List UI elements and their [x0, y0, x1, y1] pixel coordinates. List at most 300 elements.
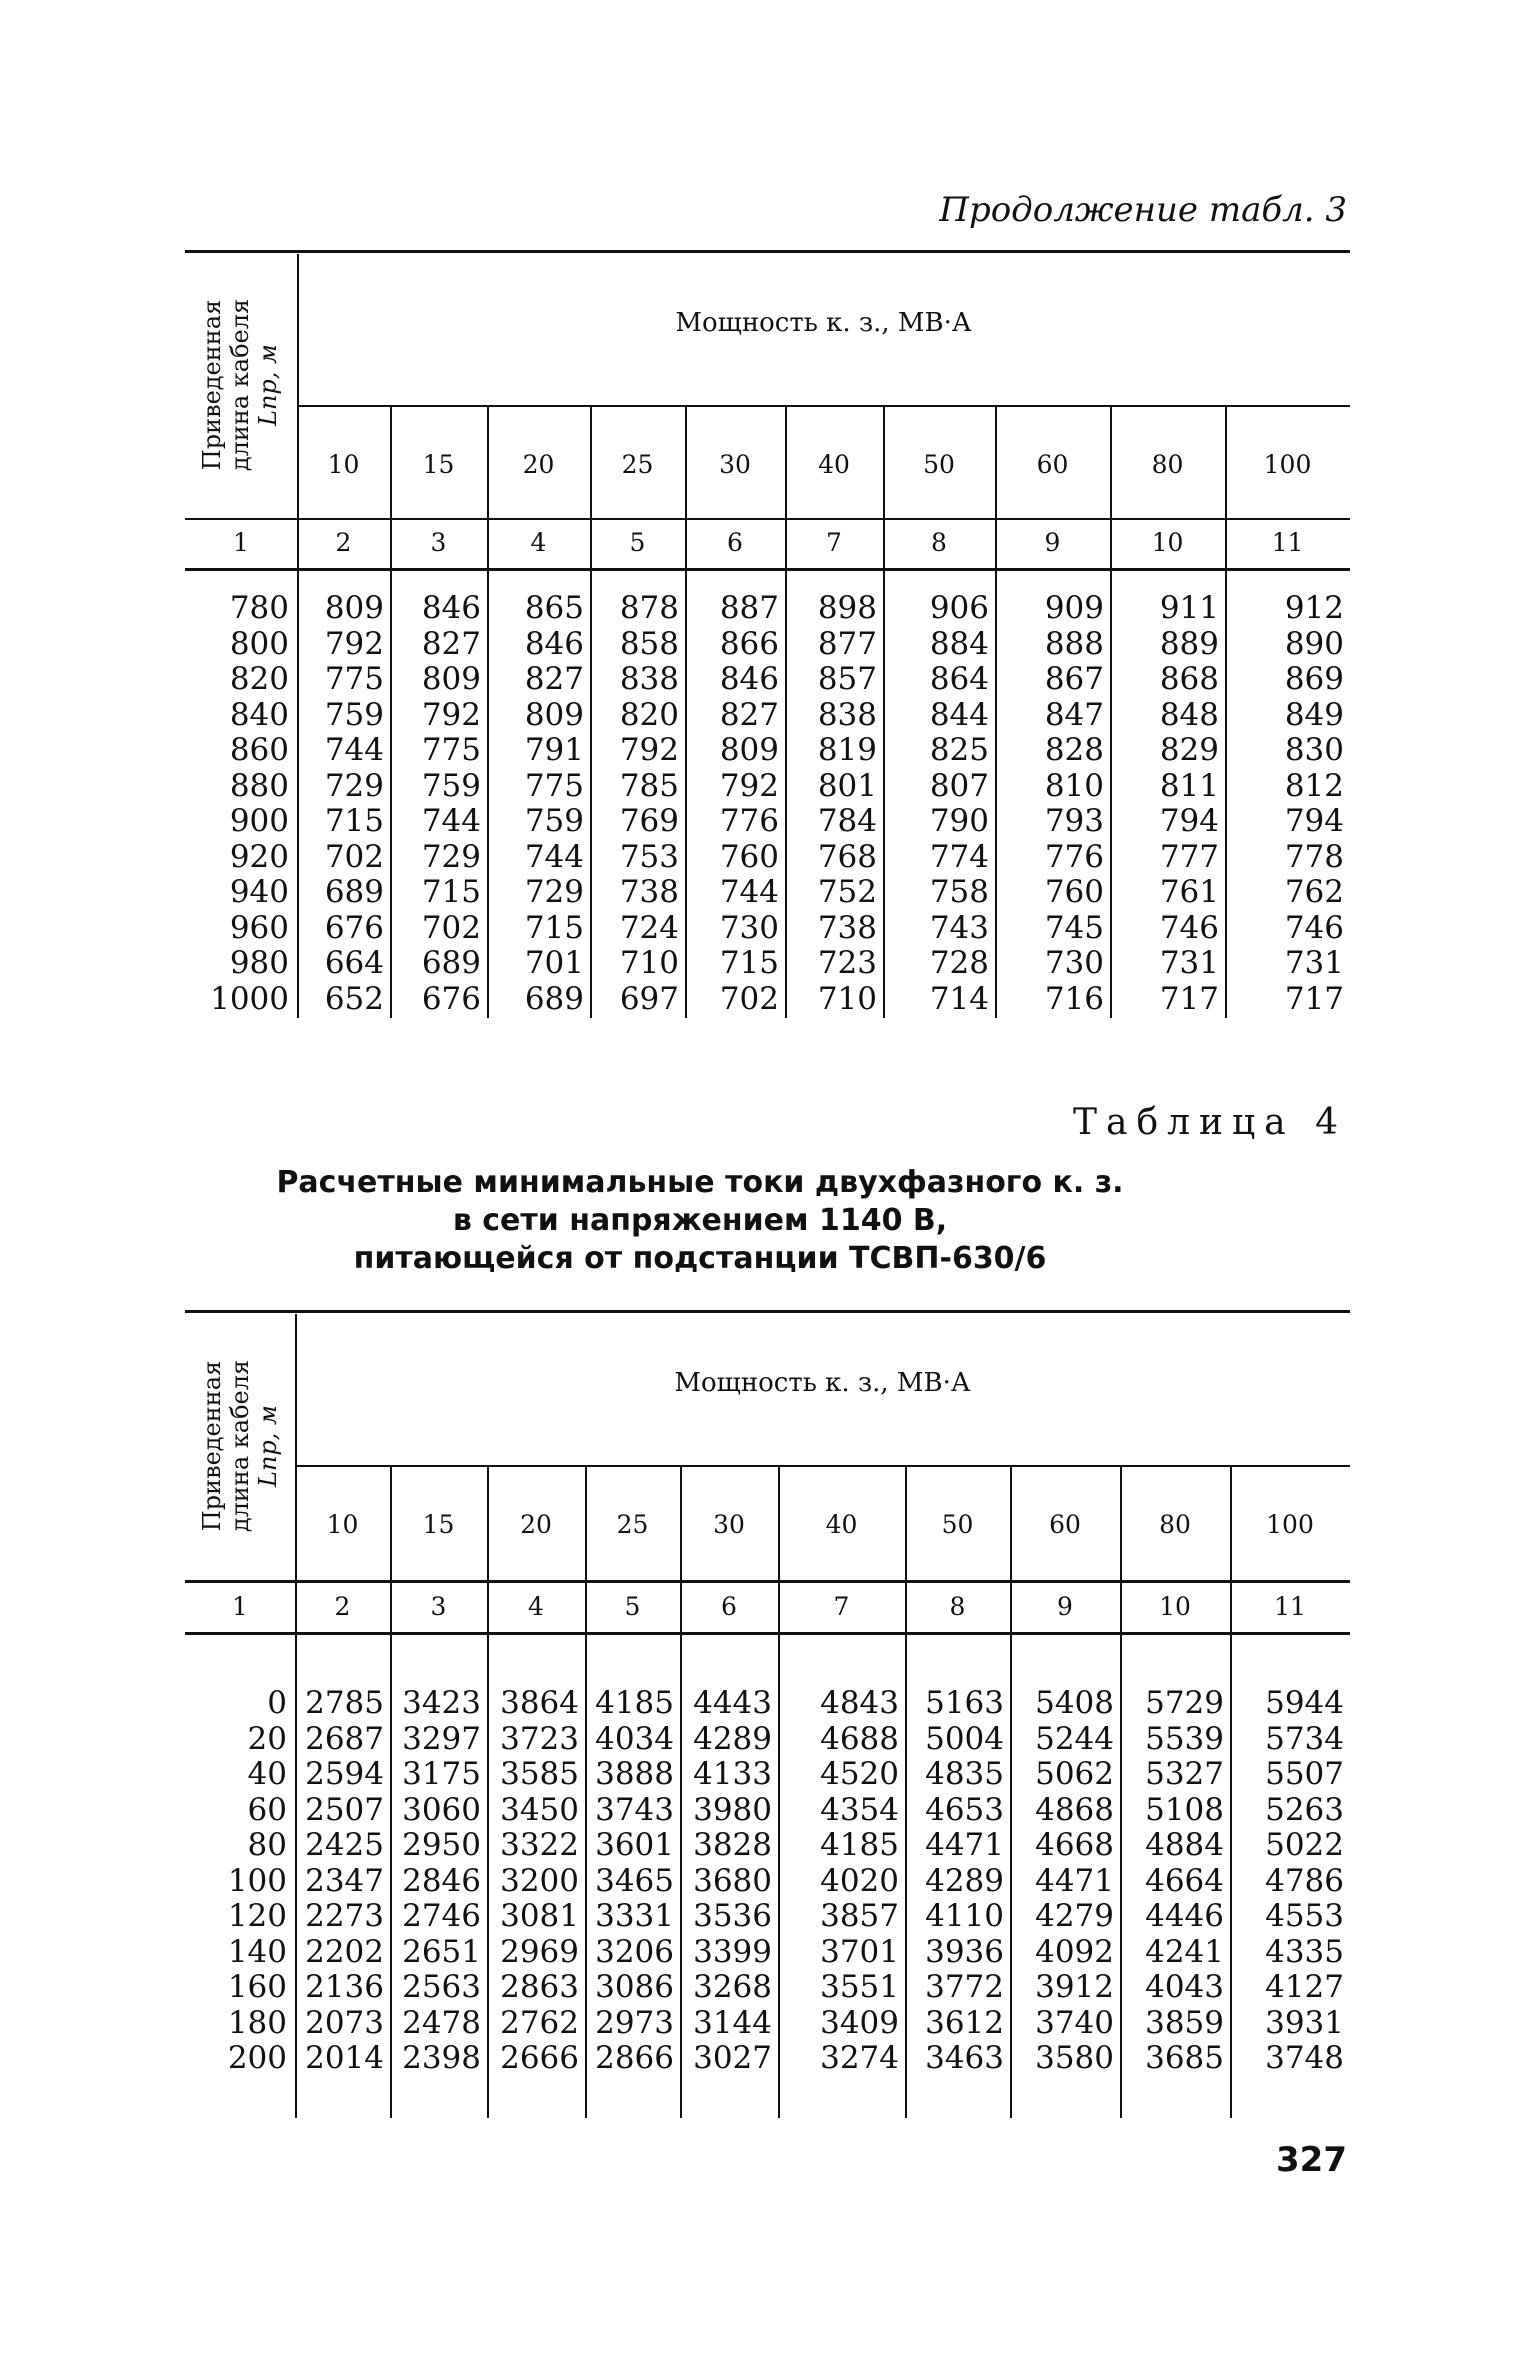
table-cell: 689 — [524, 980, 584, 1017]
table-cell: 716 — [1044, 980, 1104, 1017]
table-cell: 844 — [929, 696, 989, 733]
length-value: 80 — [247, 1827, 287, 1863]
row-header-line-3: Lпр, м — [254, 344, 282, 426]
column-number: 11 — [1274, 1592, 1306, 1621]
table-cell: 2398 — [402, 2040, 481, 2076]
table-cell: 2762 — [500, 2004, 579, 2041]
table-cell: 858 — [619, 625, 679, 662]
table-cell: 2073 — [305, 2004, 384, 2041]
table-cell: 730 — [1044, 945, 1104, 981]
table-cell: 5539 — [1145, 1720, 1224, 1757]
table-cell: 819 — [817, 732, 877, 768]
table-cell: 4127 — [1265, 1969, 1344, 2005]
row-header-cell — [185, 254, 295, 516]
table-cell: 884 — [929, 625, 989, 662]
length-value: 40 — [247, 1756, 287, 1792]
table-cell: 3723 — [500, 1720, 579, 1757]
table-cell: 724 — [619, 909, 679, 946]
table-cell: 697 — [619, 980, 679, 1017]
power-value: 20 — [520, 1510, 552, 1539]
table-cell: 809 — [324, 590, 384, 626]
table-cell: 866 — [719, 625, 779, 662]
caption-line-1: Расчетные минимальные токи двухфазного к. з. — [276, 1165, 1124, 1200]
table-cell: 4241 — [1145, 1933, 1224, 1970]
table-cell: 909 — [1044, 590, 1104, 626]
table-cell: 3423 — [402, 1685, 481, 1721]
table-cell: 878 — [619, 590, 679, 626]
table-cell: 828 — [1044, 732, 1104, 768]
table-cell: 4092 — [1035, 1933, 1114, 1970]
table-cell: 792 — [324, 625, 384, 662]
length-value: 960 — [229, 909, 289, 946]
length-value: 100 — [227, 1862, 287, 1899]
row-header-text — [198, 299, 282, 471]
table-cell: 5108 — [1145, 1791, 1224, 1828]
table-cell: 3772 — [925, 1969, 1004, 2005]
table-cell: 715 — [524, 909, 584, 946]
table-cell: 849 — [1284, 696, 1344, 733]
table-cell: 717 — [1159, 980, 1219, 1017]
table-cell: 3060 — [402, 1791, 481, 1828]
column-number: 1 — [233, 528, 249, 557]
table-cell: 4043 — [1145, 1969, 1224, 2005]
table-cell: 775 — [421, 732, 481, 768]
table-cell: 768 — [817, 838, 877, 875]
length-value: 900 — [229, 803, 289, 839]
table-cell: 4786 — [1265, 1862, 1344, 1899]
table-cell: 794 — [1159, 803, 1219, 839]
table-cell: 794 — [1284, 803, 1344, 839]
colnum-rule — [185, 1632, 1350, 1635]
table-cell: 702 — [421, 909, 481, 946]
table-cell: 776 — [719, 803, 779, 839]
power-value: 60 — [1036, 450, 1069, 479]
table-cell: 775 — [524, 767, 584, 804]
table-cell: 820 — [619, 696, 679, 733]
table-cell: 5944 — [1265, 1685, 1344, 1721]
column-number: 6 — [721, 1592, 737, 1621]
table-cell: 888 — [1044, 625, 1104, 662]
table-cell: 5408 — [1035, 1685, 1114, 1721]
table-cell: 759 — [524, 803, 584, 839]
table-cell: 3888 — [595, 1756, 674, 1792]
table-cell: 812 — [1284, 767, 1344, 804]
table-cell: 906 — [929, 590, 989, 626]
table-cell: 4289 — [925, 1862, 1004, 1899]
table-cell: 2785 — [305, 1685, 384, 1721]
table-cell: 810 — [1044, 767, 1104, 804]
table-cell: 744 — [524, 838, 584, 875]
length-value: 840 — [229, 696, 289, 733]
power-value: 50 — [941, 1510, 974, 1539]
table-cell: 3828 — [693, 1827, 772, 1863]
table-4-label: Таблица 4 — [1073, 1102, 1347, 1143]
table-cell: 761 — [1159, 874, 1219, 910]
table-cell: 2136 — [305, 1969, 384, 2005]
table-cell: 752 — [817, 874, 877, 910]
table-cell: 809 — [524, 696, 584, 733]
table-cell: 2973 — [595, 2004, 674, 2041]
table-cell: 4835 — [925, 1756, 1004, 1792]
column-number: 10 — [1159, 1592, 1191, 1621]
table-cell: 775 — [324, 661, 384, 697]
table-cell: 4185 — [820, 1827, 899, 1863]
table-cell: 869 — [1284, 661, 1344, 697]
table-cell: 2202 — [305, 1933, 384, 1970]
table-cell: 887 — [719, 590, 779, 626]
table-cell: 762 — [1284, 874, 1344, 910]
table-cell: 4884 — [1145, 1827, 1224, 1863]
column-number: 5 — [624, 1592, 641, 1621]
table-4-caption — [250, 1164, 1150, 1278]
table-cell: 676 — [421, 980, 481, 1017]
table-cell: 2478 — [402, 2004, 481, 2041]
table-cell: 729 — [421, 838, 481, 875]
table-cell: 2666 — [500, 2040, 579, 2076]
row-header-line-3: Lпр, м — [254, 1405, 282, 1487]
table-cell: 723 — [817, 945, 877, 981]
length-value: 820 — [229, 661, 289, 697]
table-cell: 758 — [929, 874, 989, 910]
continuation-title: Продолжение табл. 3 — [939, 190, 1347, 230]
table-cell: 753 — [619, 838, 679, 875]
length-value: 180 — [227, 2004, 287, 2041]
length-value: 120 — [227, 1898, 287, 1934]
table-cell: 3580 — [1035, 2040, 1114, 2076]
table-cell: 5507 — [1265, 1756, 1344, 1792]
table-cell: 746 — [1284, 909, 1344, 946]
power-value: 40 — [825, 1510, 858, 1539]
table-cell: 846 — [524, 625, 584, 662]
table-cell: 3857 — [820, 1898, 899, 1934]
power-value: 100 — [1263, 450, 1312, 479]
table-cell: 710 — [817, 980, 877, 1017]
table-cell: 728 — [929, 945, 989, 981]
table-cell: 3748 — [1265, 2040, 1344, 2076]
table-cell: 2507 — [305, 1791, 384, 1828]
table-cell: 745 — [1044, 909, 1104, 946]
row-header-line-1: Приведенная — [198, 1360, 226, 1532]
table-cell: 3612 — [925, 2004, 1004, 2041]
table-cell: 838 — [619, 661, 679, 697]
column-number: 7 — [826, 528, 842, 557]
table-cell: 4553 — [1265, 1898, 1344, 1934]
table-cell: 838 — [817, 696, 877, 733]
table-cell: 5327 — [1145, 1756, 1224, 1792]
table-cell: 3936 — [925, 1933, 1004, 1970]
table-cell: 5729 — [1145, 1685, 1224, 1721]
table-cell: 3274 — [820, 2040, 899, 2076]
table-cell: 792 — [719, 767, 779, 804]
table-cell: 3081 — [500, 1898, 579, 1934]
power-value: 80 — [1159, 1510, 1191, 1539]
table-cell: 778 — [1284, 838, 1344, 875]
length-value: 0 — [267, 1685, 287, 1721]
table-cell: 5263 — [1265, 1791, 1344, 1828]
length-value: 860 — [229, 732, 289, 768]
caption-line-3: питающейся от подстанции ТСВП-630/6 — [353, 1241, 1047, 1276]
table-cell: 864 — [929, 661, 989, 697]
table-cell: 4034 — [595, 1720, 674, 1757]
table-cell: 676 — [324, 909, 384, 946]
table-cell: 3536 — [693, 1898, 772, 1934]
table-cell: 911 — [1159, 590, 1219, 626]
table-cell: 4843 — [820, 1685, 899, 1721]
table-cell: 744 — [324, 732, 384, 768]
table-cell: 868 — [1159, 661, 1219, 697]
table-cell: 790 — [929, 803, 989, 839]
table-cell: 3409 — [820, 2004, 899, 2041]
table-cell: 760 — [719, 838, 779, 875]
colnum-rule — [185, 568, 1350, 571]
table-cell: 3680 — [693, 1862, 772, 1899]
table-cell: 4446 — [1145, 1898, 1224, 1934]
table-cell: 827 — [421, 625, 481, 662]
table-cell: 3450 — [500, 1791, 579, 1828]
table-cell: 3200 — [500, 1862, 579, 1899]
table-cell: 890 — [1284, 625, 1344, 662]
table-cell: 769 — [619, 803, 679, 839]
power-value: 100 — [1266, 1510, 1314, 1539]
table-cell: 877 — [817, 625, 877, 662]
column-number: 8 — [949, 1592, 966, 1621]
table-cell: 4868 — [1035, 1791, 1114, 1828]
table-cell: 4289 — [693, 1720, 772, 1757]
power-value: 10 — [326, 1510, 359, 1539]
table-cell: 2014 — [305, 2040, 384, 2076]
length-value: 920 — [229, 838, 289, 875]
table-cell: 2425 — [305, 1827, 384, 1863]
power-value: 30 — [713, 1510, 745, 1539]
top-rule — [185, 1310, 1350, 1313]
column-number: 3 — [430, 1592, 447, 1621]
table-cell: 3465 — [595, 1862, 674, 1899]
table-cell: 912 — [1284, 590, 1344, 626]
table-cell: 701 — [524, 945, 584, 981]
table-cell: 792 — [421, 696, 481, 733]
length-value: 160 — [227, 1969, 287, 2005]
table-cell: 830 — [1284, 732, 1344, 768]
header-rule — [185, 1580, 1350, 1583]
table-cell: 829 — [1159, 732, 1219, 768]
table-cell: 3701 — [820, 1933, 899, 1970]
table-cell: 3175 — [402, 1756, 481, 1792]
table-cell: 2950 — [402, 1827, 481, 1863]
table-cell: 738 — [619, 874, 679, 910]
table-cell: 898 — [817, 590, 877, 626]
table-cell: 4520 — [820, 1756, 899, 1792]
table-cell: 4354 — [820, 1791, 899, 1828]
table-cell: 689 — [421, 945, 481, 981]
table-cell: 807 — [929, 767, 989, 804]
table-cell: 3601 — [595, 1827, 674, 1863]
table-cell: 4664 — [1145, 1862, 1224, 1899]
length-value: 780 — [229, 590, 289, 626]
table-cell: 5004 — [925, 1720, 1004, 1757]
table-cell: 4133 — [693, 1756, 772, 1792]
row-header-line-1: Приведенная — [198, 299, 226, 471]
column-number: 4 — [530, 528, 547, 557]
table-cell: 652 — [324, 980, 384, 1017]
table-cell: 774 — [929, 838, 989, 875]
row-header-line-2: длина кабеля — [226, 1359, 254, 1533]
table-cell: 760 — [1044, 874, 1104, 910]
length-value: 880 — [229, 767, 289, 804]
table-cell: 3740 — [1035, 2004, 1114, 2041]
power-header: Мощность к. з., МВ·А — [674, 1368, 971, 1398]
table-cell: 5734 — [1265, 1720, 1344, 1757]
table-cell: 4279 — [1035, 1898, 1114, 1934]
column-number: 6 — [727, 528, 743, 557]
table-cell: 2651 — [402, 1933, 481, 1970]
table-cell: 702 — [719, 980, 779, 1017]
table-cell: 689 — [324, 874, 384, 910]
power-value: 20 — [522, 450, 555, 479]
table-cell: 714 — [929, 980, 989, 1017]
table-cell: 2969 — [500, 1933, 579, 1970]
length-value: 800 — [229, 625, 289, 662]
table-cell: 710 — [619, 945, 679, 981]
table-cell: 2347 — [305, 1862, 384, 1899]
table-cell: 3027 — [693, 2040, 772, 2076]
table-cell: 3551 — [820, 1969, 899, 2005]
table-cell: 801 — [817, 767, 877, 804]
column-number: 11 — [1271, 528, 1304, 557]
table-cell: 759 — [421, 767, 481, 804]
power-value: 10 — [327, 450, 360, 479]
table-cell: 2846 — [402, 1862, 481, 1899]
power-value: 15 — [422, 1510, 455, 1539]
table-cell: 5062 — [1035, 1756, 1114, 1792]
power-rule — [297, 405, 1350, 407]
column-number: 7 — [833, 1592, 850, 1621]
table-cell: 3297 — [402, 1720, 481, 1757]
table-cell: 3743 — [595, 1791, 674, 1828]
table-cell: 3268 — [693, 1969, 772, 2005]
length-value: 20 — [247, 1720, 287, 1757]
table-cell: 715 — [324, 803, 384, 839]
row-header-line-2: длина кабеля — [226, 298, 254, 472]
table-cell: 4688 — [820, 1720, 899, 1757]
length-value: 60 — [247, 1791, 287, 1828]
table-cell: 729 — [324, 767, 384, 804]
caption-line-2: в сети напряжением 1140 В, — [452, 1203, 948, 1238]
power-header: Мощность к. з., МВ·А — [675, 308, 972, 338]
table-cell: 784 — [817, 803, 877, 839]
column-number: 9 — [1057, 1592, 1073, 1621]
table-cell: 3322 — [500, 1827, 579, 1863]
table-cell: 792 — [619, 732, 679, 768]
table-cell: 4443 — [693, 1685, 772, 1721]
table-cell: 3859 — [1145, 2004, 1224, 2041]
header-rule — [185, 518, 1350, 520]
table-cell: 2866 — [595, 2040, 674, 2076]
table-cell: 3144 — [693, 2004, 772, 2041]
top-rule — [185, 250, 1350, 253]
table-cell: 3331 — [595, 1898, 674, 1934]
table-cell: 717 — [1284, 980, 1344, 1017]
length-value: 200 — [227, 2040, 287, 2076]
table-cell: 785 — [619, 767, 679, 804]
table-cell: 3864 — [500, 1685, 579, 1721]
table-cell: 3206 — [595, 1933, 674, 1970]
table-cell: 5244 — [1035, 1720, 1114, 1757]
table-cell: 744 — [421, 803, 481, 839]
table-cell: 4185 — [595, 1685, 674, 1721]
table-cell: 744 — [719, 874, 779, 910]
power-value: 15 — [422, 450, 455, 479]
table-cell: 759 — [324, 696, 384, 733]
table-cell: 2746 — [402, 1898, 481, 1934]
power-value: 80 — [1151, 450, 1184, 479]
table-cell: 3463 — [925, 2040, 1004, 2076]
table-cell: 791 — [524, 732, 584, 768]
row-header-text — [198, 1360, 282, 1532]
table-cell: 4110 — [925, 1898, 1004, 1934]
page-number: 327 — [1276, 2140, 1347, 2180]
table-cell: 777 — [1159, 838, 1219, 875]
table-cell: 809 — [719, 732, 779, 768]
table-3-continuation — [185, 250, 1350, 1020]
table-cell: 5022 — [1265, 1827, 1344, 1863]
column-number: 2 — [334, 1592, 351, 1621]
table-cell: 3086 — [595, 1969, 674, 2005]
table-cell: 731 — [1159, 945, 1219, 981]
table-cell: 3685 — [1145, 2040, 1224, 2076]
power-value: 40 — [818, 450, 850, 479]
table-cell: 715 — [719, 945, 779, 981]
column-number: 9 — [1044, 528, 1061, 557]
column-number: 1 — [232, 1592, 248, 1621]
column-number: 8 — [931, 528, 947, 557]
table-cell: 4471 — [925, 1827, 1004, 1863]
table-cell: 4020 — [820, 1862, 899, 1899]
table-cell: 2563 — [402, 1969, 481, 2005]
table-cell: 2273 — [305, 1898, 384, 1934]
table-cell: 4471 — [1035, 1862, 1114, 1899]
table-cell: 846 — [719, 661, 779, 697]
column-number: 2 — [335, 528, 352, 557]
table-cell: 702 — [324, 838, 384, 875]
table-cell: 827 — [719, 696, 779, 733]
table-cell: 5163 — [925, 1685, 1004, 1721]
table-cell: 2863 — [500, 1969, 579, 2005]
table-cell: 730 — [719, 909, 779, 946]
table-cell: 825 — [929, 732, 989, 768]
length-value: 1000 — [210, 980, 289, 1017]
table-cell: 867 — [1044, 661, 1104, 697]
table-cell: 4668 — [1035, 1827, 1114, 1863]
length-value: 980 — [229, 945, 289, 981]
power-rule — [295, 1465, 1350, 1467]
column-number: 3 — [430, 528, 447, 557]
table-cell: 889 — [1159, 625, 1219, 662]
table-cell: 848 — [1159, 696, 1219, 733]
table-cell: 2594 — [305, 1756, 384, 1792]
table-cell: 846 — [421, 590, 481, 626]
table-cell: 793 — [1044, 803, 1104, 839]
table-cell: 4653 — [925, 1791, 1004, 1828]
table-cell: 743 — [929, 909, 989, 946]
power-value: 25 — [616, 1510, 649, 1539]
table-cell: 865 — [524, 590, 584, 626]
power-value: 60 — [1049, 1510, 1081, 1539]
table-cell: 2687 — [305, 1720, 384, 1757]
table-cell: 847 — [1044, 696, 1104, 733]
table-cell: 3585 — [500, 1756, 579, 1792]
length-value: 140 — [227, 1933, 287, 1970]
table-cell: 3399 — [693, 1933, 772, 1970]
